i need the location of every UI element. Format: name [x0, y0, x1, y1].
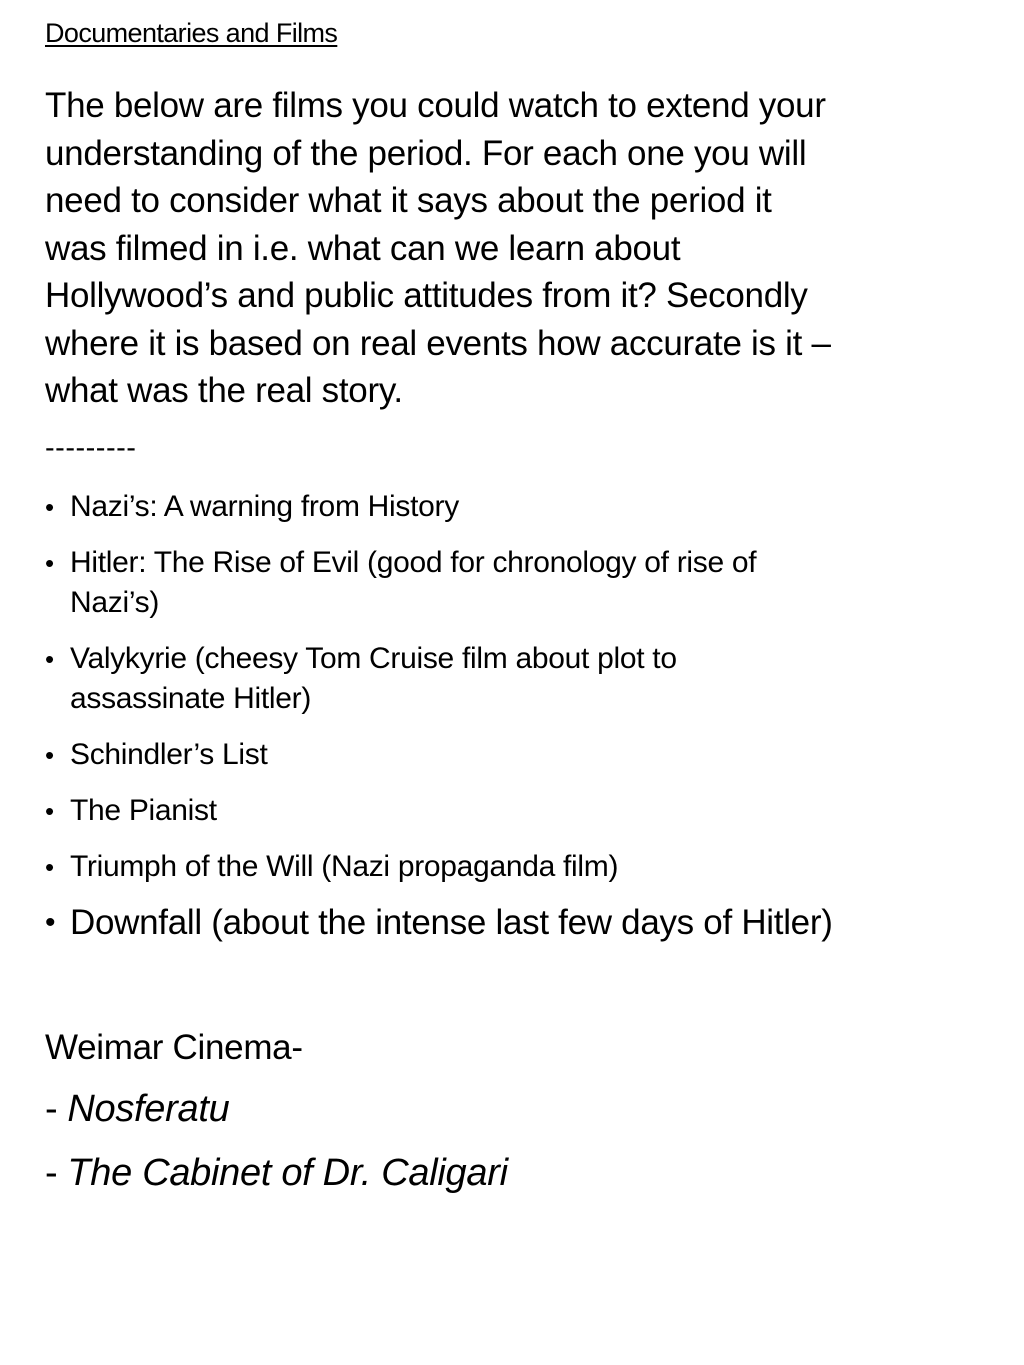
intro-line: what was the real story. — [45, 371, 403, 410]
intro-line: Hollywood’s and public attitudes from it? Secondly — [45, 276, 808, 315]
bullet-icon: • — [45, 740, 54, 770]
film-list-item — [45, 543, 975, 623]
film-list-item — [45, 735, 975, 775]
bullet-icon: • — [45, 796, 54, 826]
film-list-item — [45, 791, 975, 831]
film-title: Triumph of the Will (Nazi propaganda film) — [70, 850, 619, 883]
bullet-icon: • — [45, 548, 54, 578]
bullet-icon: • — [45, 906, 56, 939]
film-list-item — [45, 487, 975, 527]
film-list-item — [45, 901, 975, 945]
film-title: The Pianist — [70, 794, 217, 827]
film-title: Downfall (about the intense last few days of Hitler) — [70, 903, 833, 942]
weimar-film-item — [45, 1088, 229, 1131]
intro-line: need to consider what it says about the period it — [45, 181, 772, 220]
dash-marker: - — [45, 1088, 58, 1130]
film-title: Valykyrie (cheesy Tom Cruise film about plot to — [70, 642, 677, 675]
film-title-continued: Nazi’s) — [70, 586, 160, 619]
film-list-item — [45, 639, 975, 719]
weimar-film-item — [45, 1152, 508, 1195]
weimar-film-title: The Cabinet of Dr. Caligari — [67, 1152, 508, 1194]
film-title: Schindler’s List — [70, 738, 268, 771]
film-title: Nazi’s: A warning from History — [70, 490, 459, 523]
film-title: Hitler: The Rise of Evil (good for chronology of rise of — [70, 546, 757, 579]
intro-line: The below are films you could watch to extend your — [45, 86, 826, 125]
page-heading: Documentaries and Films — [45, 18, 338, 48]
weimar-cinema-heading: Weimar Cinema- — [45, 1028, 303, 1067]
dash-marker: - — [45, 1152, 58, 1194]
bullet-icon: • — [45, 644, 54, 674]
bullet-icon: • — [45, 852, 54, 882]
intro-line: was filmed in i.e. what can we learn about — [45, 228, 681, 268]
bullet-icon: • — [45, 492, 54, 522]
intro-paragraph — [45, 82, 975, 415]
separator-line: --------- — [45, 432, 137, 464]
weimar-film-title: Nosferatu — [67, 1088, 230, 1130]
film-list — [45, 487, 975, 961]
intro-line: where it is based on real events how accurate is it – — [45, 323, 831, 363]
intro-line: understanding of the period. For each one you will — [45, 133, 807, 173]
film-list-item — [45, 847, 975, 887]
film-title-continued: assassinate Hitler) — [70, 682, 312, 715]
